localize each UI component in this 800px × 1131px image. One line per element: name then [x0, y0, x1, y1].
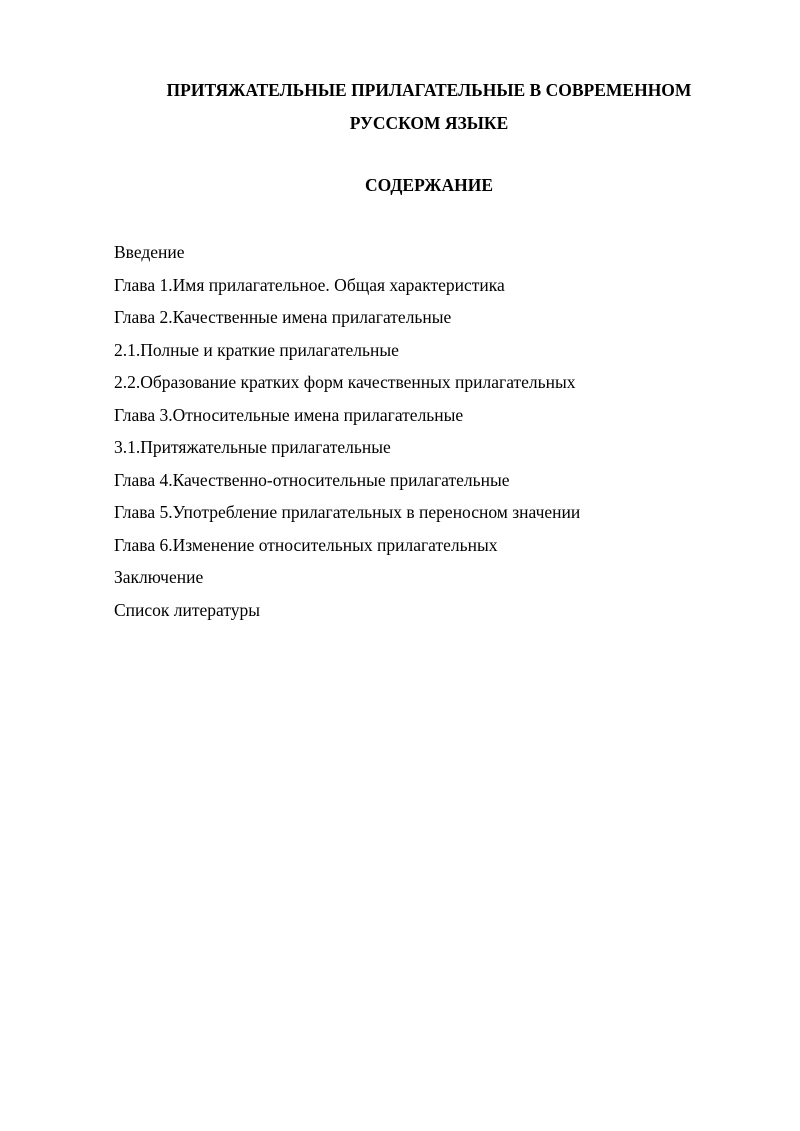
toc-item-chapter-6: Глава 6.Изменение относительных прилагательных: [114, 534, 498, 555]
table-of-contents: [114, 236, 754, 626]
contents-heading: СОДЕРЖАНИЕ: [364, 175, 493, 195]
title-line-2: РУССКОМ ЯЗЫКЕ: [349, 113, 509, 133]
toc-item-chapter-2: Глава 2.Качественные имена прилагательные: [114, 307, 452, 327]
toc-item-chapter-5: Глава 5.Употребление прилагательных в переносном значении: [114, 502, 581, 522]
toc-item-section-2-1: 2.1.Полные и краткие прилагательные: [114, 339, 399, 360]
toc-item-chapter-4: Глава 4.Качественно-относительные прилагательные: [114, 469, 510, 490]
toc-item-chapter-1: Глава 1.Имя прилагательное. Общая характеристика: [114, 274, 505, 295]
toc-item-conclusion: Заключение: [114, 567, 204, 587]
title-line-1: ПРИТЯЖАТЕЛЬНЫЕ ПРИЛАГАТЕЛЬНЫЕ В СОВРЕМЕННОМ: [166, 80, 692, 100]
toc-item-bibliography: Список литературы: [114, 599, 261, 620]
toc-item-introduction: Введение: [114, 242, 185, 262]
document-title: [114, 74, 744, 140]
toc-item-section-3-1: 3.1.Притяжательные прилагательные: [114, 437, 391, 457]
toc-item-chapter-3: Глава 3.Относительные имена прилагательные: [114, 404, 464, 425]
toc-item-section-2-2: 2.2.Образование кратких форм качественных прилагательных: [114, 372, 576, 392]
